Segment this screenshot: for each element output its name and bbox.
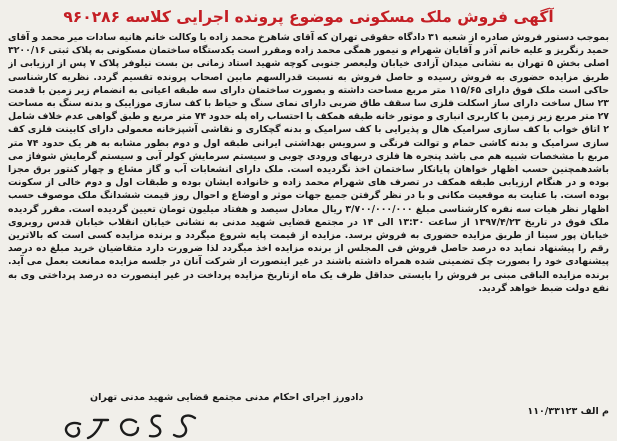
- notice-body: بموجب دستور فروش صادره از شعبه ۳۱ دادگاه حقوقی تهران که آقای شاهرخ محمد زاده با وکالت خانم هانیه سادات میر محمد و آقای حمید رنگریز و علیه خانم آذر و آقایان شهرام و نیمور همگی محمد زاده ومقرر است یکدستگاه ساختمان مسکونی به پلاک ثبتی ۳۲۰۰/۱۶ اصلی بخش ۵ تهران به نشانی میدان آزادی خیابان ولیعصر جنوبی کوچه شهید استاد زمانی بن بست نیلوفر پلاک ۷ پس از ارزیابی از طریق مزایده حضوری به فروش رسیده و حاصل فروش به نسبت قدرالسهم مابین اصحاب پرونده تقسیم گردد. نظریه کارشناسی حاکی است ملک فوق دارای ۱۱۵/۶۵ متر مربع مساحت داشته و بصورت ساختمان دارای سه طبقه اعیانی به انضمام زیر زمین با قدمت ۲۳ سال ساخت دارای ساز اسکلت فلزی سا سقف طاق ضربی دارای نمای سنگ و حیاط با کف سازی موزاییک و بدنه سنگ به مساحت ۲۷ متر مربع زیر زمین با کاربری انباری و موتور خانه طبقه همکف با احتساب راه پله حدود ۷۴ متر مربع و طبق گواهی عدم خلاف شامل ۲ اتاق خواب با کف سازی سرامیک هال و پذیرایی با کف سرامیک و بدنه گچکاری و نقاشی آشپزخانه معمولی دارای کابینت فلزی کف سازی سرامیک و بدنه کاشی حمام و توالت فرنگی و سرویس بهداشتی ایرانی طبقه اول و دوم بطور مشابه به هر یک حدود ۷۴ متر مربع با مشخصات شبیه هم می باشد پنجره ها فلزی دربهای ورودی چوبی و سیستم سرمایش کولر آبی و سیستم گرمایش شوفاژ می باشدهمچنین حسب اظهار خواهان پایانکار ساختمان اخذ نگردیده است. ملک دارای انشعابات آب و گاز مشاع و چهار کنتور برق مجزا بوده و در هنگام ارزیابی طبقه همکف در تصرف های شهرام محمد زاده و خانواده ایشان بوده و طبقات اول و دوم خالی از سکونت بوده است. با عنایت به موقعیت مکانی و با در نظر گرفتن جمیع جهات موثر و اوضاع و احوال روز قیمت ششدانگ ملک موصوف حسب اظهار نظر هیات سه نفره کارشناسی مبلغ ۳/۷۰۰/۰۰۰/۰۰۰ ریال معادل سیصد و هفتاد میلیون تومان تعیین گردیده است. مقرر گردیده ملک فوق در تاریخ ۱۳۹۷/۴/۲۳ از ساعت ۱۳:۳۰ الی ۱۴ در مجتمع قضایی شهید مدنی به نشانی خیابان انقلاب خیابان قدس روبروی خیابان پور سینا از طریق مزایده حضوری به فروش برسد. مزایده از قیمت پایه شروع میگردد و برنده مزایده کسی است که بالاترین رقم را پیشنهاد نماید ده درصد حاصل فروش فی المجلس از برنده مزایده اخذ میگردد لذا ضرورت دارد متقاضیان خرید مبلغ ده درصد پیشنهادی خود را بصورت چک تضمینی شده همراه داشته باشند در غیر اینصورت از شرکت آنان در جلسه مزایده ممانعت بعمل می آید. برنده مزایده الباقی مبنی بر فروش را بایستی حداقل ظرف یک ماه ازتاریخ مزایده پرداخت در غیر اینصورت ده درصد پرداختی وی به نفع دولت ضبط خواهد گردید.: [8, 32, 609, 294]
- signature-line: دادورز اجرای احکام مدنی مجتمع قضایی شهید مدنی تهران: [90, 392, 364, 403]
- notice-title: آگهی فروش ملک مسکونی موضوع پرونده اجرایی کلاسه ۹۶۰۲۸۶: [63, 8, 554, 26]
- document-number: ۱۱۰/۳۳۱۲۳ م الف: [527, 406, 609, 417]
- handwritten-mark: [10, 410, 210, 441]
